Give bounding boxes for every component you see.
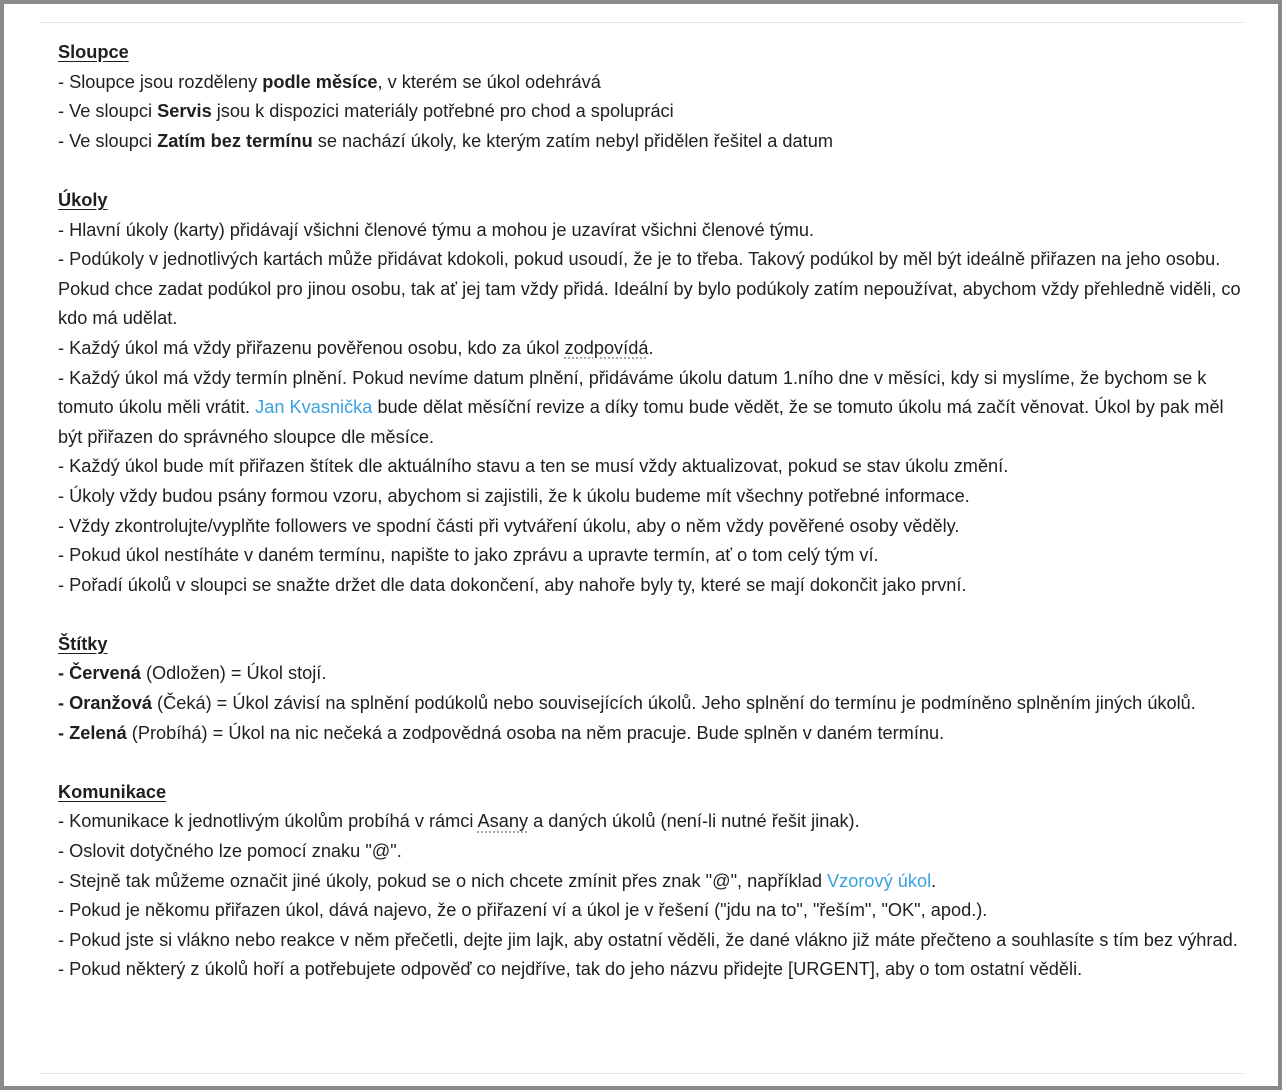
ukoly-item-5: - Každý úkol bude mít přiřazen štítek dle aktuálního stavu a ten se musí vždy aktualizovat, pokud se stav úkolu změní. (58, 456, 1009, 477)
sloupce-line-3: - Ve sloupci Zatím bez termínu se nachází úkoly, ke kterým zatím nebyl přidělen řešitel a datum (58, 130, 833, 151)
spacer (58, 600, 1244, 630)
section-heading-komunikace: Komunikace (58, 781, 167, 802)
ukoly-item-1: - Hlavní úkoly (karty) přidávají všichni členové týmu a mohou je uzavírat všichni členové týmu. (58, 219, 815, 240)
ukoly-item-6: - Úkoly vždy budou psány formou vzoru, abychom si zajistili, že k úkolu budeme mít všechny potřebné informace. (58, 485, 970, 506)
ukoly-item-3: - Každý úkol má vždy přiřazenu pověřenou osobu, kdo za úkol zodpovídá. (58, 337, 654, 358)
sloupce-line-1: - Sloupce jsou rozděleny podle měsíce, v kterém se úkol odehrává (58, 71, 601, 92)
stitek-oranzova: - Oranžová (Čeká) = Úkol závisí na splnění podúkolů nebo souvisejících úkolů. Jeho splnění do termínu je podmíněno splněním jiných úkolů. (58, 693, 1196, 714)
ukoly-item-4: - Každý úkol má vždy termín plnění. Pokud nevíme datum plnění, přidáváme úkolu datum 1.ního dne v měsíci, kdy si myslíme, že bychom se k tomuto úkolu měli vrátit. Jan Kvasnička bude dělat měsíční revize a díky tomu bude vědět, že se tomuto úkolu má začít věnovat. Úkol by pak měl být přiřazen do správného sloupce dle měsíce. (58, 367, 1224, 447)
spellcheck-marked-word[interactable]: zodpovídá (564, 337, 649, 358)
section-heading-sloupce: Sloupce (58, 42, 129, 62)
komunikace-item-1: - Komunikace k jednotlivým úkolům probíhá v rámci Asany a daných úkolů (není-li nutné řešit jinak). (58, 811, 860, 832)
section-heading-ukoly: Úkoly (58, 189, 108, 210)
stitek-cervena: - Červená (Odložen) = Úkol stojí. (58, 663, 327, 684)
project-description[interactable] (40, 22, 1244, 1074)
komunikace-item-3: - Stejně tak můžeme označit jiné úkoly, pokud se o nich chcete zmínit přes znak "@", například Vzorový úkol. (58, 870, 937, 891)
komunikace-item-6: - Pokud některý z úkolů hoří a potřebujete odpověď co nejdříve, tak do jeho názvu přidejte [URGENT], aby o tom ostatní věděli. (58, 959, 1083, 980)
ukoly-item-8: - Pokud úkol nestíháte v daném termínu, napište to jako zprávu a upravte termín, ať o tom celý tým ví. (58, 545, 879, 566)
komunikace-item-5: - Pokud jste si vlákno nebo reakce v něm přečetli, dejte jim lajk, aby ostatní věděli, že dané vlákno již máte přečteno a souhlasíte s tím bez výhrad. (58, 929, 1238, 950)
spacer (58, 156, 1244, 186)
ukoly-item-2: - Podúkoly v jednotlivých kartách může přidávat kdokoli, pokud usoudí, že je to třeba. Takový podúkol by měl být ideálně přiřazen na jeho osobu. Pokud chce zadat podúkol pro jinou osobu, tak ať jej tam vždy přidá. Ideální by bylo podúkoly zatím nepoužívat, abychom vždy přehledně viděli, co kdo má udělat. (58, 249, 1241, 329)
ukoly-item-7: - Vždy zkontrolujte/vyplňte followers ve spodní části při vytváření úkolu, aby o něm vždy pověřené osoby věděly. (58, 515, 960, 536)
ukoly-item-9: - Pořadí úkolů v sloupci se snažte držet dle data dokončení, aby nahoře byly ty, které se mají dokončit jako první. (58, 574, 967, 595)
spellcheck-marked-word[interactable]: Asany (477, 811, 529, 832)
spacer (58, 748, 1244, 778)
user-mention-link[interactable]: Jan Kvasnička (255, 397, 373, 418)
stitek-zelena: - Zelená (Probíhá) = Úkol na nic nečeká a zodpovědná osoba na něm pracuje. Bude splněn v daném termínu. (58, 722, 945, 743)
komunikace-item-4: - Pokud je někomu přiřazen úkol, dává najevo, že o přiřazení ví a úkol je v řešení ("jdu na to", "řeším", "OK", apod.). (58, 900, 988, 921)
task-mention-link[interactable]: Vzorový úkol (827, 870, 932, 891)
sloupce-line-2: - Ve sloupci Servis jsou k dispozici materiály potřebné pro chod a spolupráci (58, 101, 674, 122)
section-heading-stitky: Štítky (58, 633, 108, 654)
komunikace-item-2: - Oslovit dotyčného lze pomocí znaku "@". (58, 841, 402, 862)
